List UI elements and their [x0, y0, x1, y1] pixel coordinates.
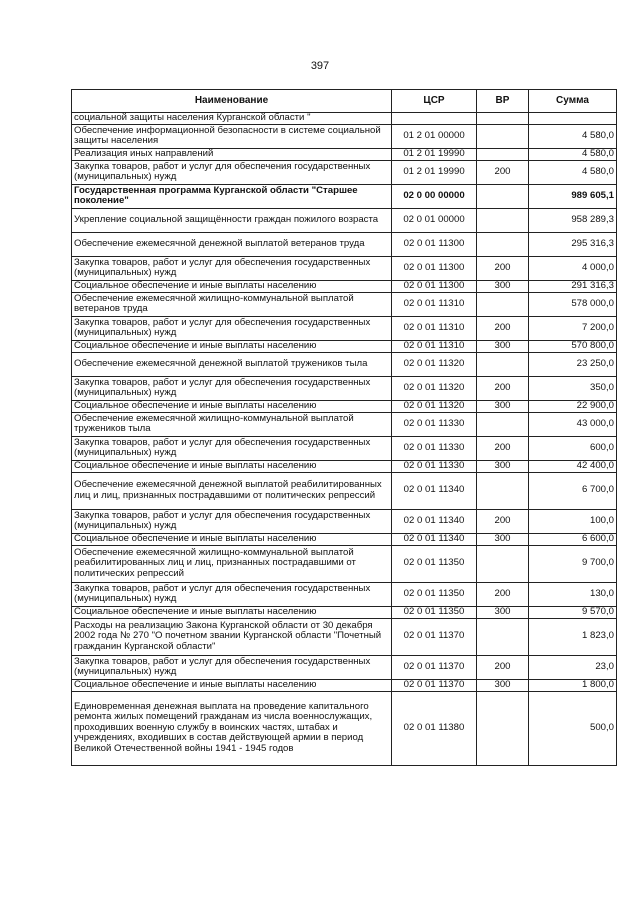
cell-sum: 1 800,0: [529, 679, 617, 691]
cell-csr: 02 0 01 00000: [392, 208, 477, 232]
cell-name: Закупка товаров, работ и услуг для обеспечения государственных (муниципальных) нужд: [72, 582, 392, 606]
cell-sum: 600,0: [529, 436, 617, 460]
cell-sum: 578 000,0: [529, 292, 617, 316]
cell-vr: [477, 113, 529, 125]
header-sum: Сумма: [529, 90, 617, 113]
cell-vr: 300: [477, 340, 529, 352]
table-row: [72, 606, 617, 618]
table-body: [72, 113, 617, 766]
cell-csr: 02 0 01 11330: [392, 412, 477, 436]
cell-csr: 01 2 01 00000: [392, 124, 477, 148]
cell-sum: 100,0: [529, 509, 617, 533]
cell-vr: 200: [477, 509, 529, 533]
cell-vr: [477, 232, 529, 256]
cell-vr: [477, 472, 529, 509]
cell-sum: 989 605,1: [529, 184, 617, 208]
cell-csr: [392, 113, 477, 125]
table-row: [72, 618, 617, 655]
cell-name: Социальное обеспечение и иные выплаты населению: [72, 340, 392, 352]
cell-name: Закупка товаров, работ и услуг для обеспечения государственных (муниципальных) нужд: [72, 655, 392, 679]
cell-vr: 200: [477, 316, 529, 340]
cell-name: социальной защиты населения Курганской области ": [72, 113, 392, 125]
cell-sum: 130,0: [529, 582, 617, 606]
header-vr: ВР: [477, 90, 529, 113]
table-row: [72, 292, 617, 316]
cell-vr: 300: [477, 533, 529, 545]
cell-sum: 23 250,0: [529, 352, 617, 376]
cell-csr: 02 0 01 11340: [392, 533, 477, 545]
cell-name: Обеспечение ежемесячной денежной выплатой ветеранов труда: [72, 232, 392, 256]
cell-name: Социальное обеспечение и иные выплаты населению: [72, 280, 392, 292]
table-row: [72, 256, 617, 280]
cell-name: Государственная программа Курганской области "Старшее поколение": [72, 184, 392, 208]
table-row: [72, 679, 617, 691]
cell-csr: 02 0 01 11340: [392, 509, 477, 533]
cell-sum: 6 600,0: [529, 533, 617, 545]
cell-sum: 291 316,3: [529, 280, 617, 292]
cell-vr: 300: [477, 606, 529, 618]
header-csr: ЦСР: [392, 90, 477, 113]
cell-sum: 4 580,0: [529, 160, 617, 184]
cell-name: Закупка товаров, работ и услуг для обеспечения государственных (муниципальных) нужд: [72, 436, 392, 460]
cell-csr: 02 0 01 11370: [392, 679, 477, 691]
cell-csr: 02 0 01 11310: [392, 340, 477, 352]
cell-name: Закупка товаров, работ и услуг для обеспечения государственных (муниципальных) нужд: [72, 256, 392, 280]
cell-vr: [477, 292, 529, 316]
budget-table: [71, 89, 617, 766]
table-row: [72, 691, 617, 765]
cell-sum: 4 580,0: [529, 124, 617, 148]
table-row: [72, 184, 617, 208]
cell-csr: 02 0 01 11320: [392, 352, 477, 376]
cell-name: Социальное обеспечение и иные выплаты населению: [72, 606, 392, 618]
cell-vr: 300: [477, 280, 529, 292]
cell-vr: 200: [477, 582, 529, 606]
cell-csr: 02 0 01 11340: [392, 472, 477, 509]
cell-vr: [477, 618, 529, 655]
cell-vr: 300: [477, 679, 529, 691]
cell-name: Социальное обеспечение и иные выплаты населению: [72, 679, 392, 691]
table-row: [72, 472, 617, 509]
cell-csr: 01 2 01 19990: [392, 148, 477, 160]
cell-name: Реализация иных направлений: [72, 148, 392, 160]
cell-vr: [477, 352, 529, 376]
cell-name: Закупка товаров, работ и услуг для обеспечения государственных (муниципальных) нужд: [72, 316, 392, 340]
cell-csr: 02 0 01 11370: [392, 655, 477, 679]
cell-sum: 22 900,0: [529, 400, 617, 412]
page-number: 397: [310, 60, 330, 72]
table-row: [72, 340, 617, 352]
cell-vr: 200: [477, 376, 529, 400]
cell-csr: 01 2 01 19990: [392, 160, 477, 184]
cell-sum: 4 000,0: [529, 256, 617, 280]
cell-csr: 02 0 01 11350: [392, 545, 477, 582]
table-row: [72, 124, 617, 148]
cell-csr: 02 0 01 11300: [392, 256, 477, 280]
cell-vr: [477, 124, 529, 148]
cell-csr: 02 0 01 11310: [392, 316, 477, 340]
cell-csr: 02 0 01 11370: [392, 618, 477, 655]
cell-vr: 200: [477, 160, 529, 184]
cell-sum: [529, 113, 617, 125]
cell-csr: 02 0 01 11330: [392, 460, 477, 472]
cell-name: Обеспечение ежемесячной жилищно-коммунальной выплатой реабилитированных лиц и лиц, признанных пострадавшими от политических репрессий: [72, 545, 392, 582]
cell-sum: 1 823,0: [529, 618, 617, 655]
cell-sum: 9 570,0: [529, 606, 617, 618]
cell-name: Социальное обеспечение и иные выплаты населению: [72, 460, 392, 472]
table-row: [72, 316, 617, 340]
table-row: [72, 460, 617, 472]
table-row: [72, 509, 617, 533]
cell-name: Расходы на реализацию Закона Курганской области от 30 декабря 2002 года № 270 "О почетном звании Курганской области "Почетный гражданин Курганской области": [72, 618, 392, 655]
table-row: [72, 148, 617, 160]
cell-csr: 02 0 01 11300: [392, 280, 477, 292]
table-header-row: [72, 90, 617, 113]
cell-name: Социальное обеспечение и иные выплаты населению: [72, 533, 392, 545]
cell-sum: 958 289,3: [529, 208, 617, 232]
table-row: [72, 400, 617, 412]
table-row: [72, 436, 617, 460]
cell-sum: 9 700,0: [529, 545, 617, 582]
cell-name: Закупка товаров, работ и услуг для обеспечения государственных (муниципальных) нужд: [72, 376, 392, 400]
cell-name: Социальное обеспечение и иные выплаты населению: [72, 400, 392, 412]
cell-vr: [477, 184, 529, 208]
cell-vr: [477, 691, 529, 765]
cell-csr: 02 0 01 11350: [392, 606, 477, 618]
cell-csr: 02 0 01 11330: [392, 436, 477, 460]
cell-vr: [477, 412, 529, 436]
cell-vr: [477, 545, 529, 582]
table-row: [72, 208, 617, 232]
cell-csr: 02 0 01 11380: [392, 691, 477, 765]
table-row: [72, 582, 617, 606]
table-row: [72, 232, 617, 256]
header-name: Наименование: [72, 90, 392, 113]
table-row: [72, 352, 617, 376]
cell-sum: 570 800,0: [529, 340, 617, 352]
table-row: [72, 412, 617, 436]
cell-csr: 02 0 00 00000: [392, 184, 477, 208]
cell-sum: 295 316,3: [529, 232, 617, 256]
table-row: [72, 545, 617, 582]
cell-csr: 02 0 01 11350: [392, 582, 477, 606]
table-row: [72, 113, 617, 125]
cell-sum: 23,0: [529, 655, 617, 679]
cell-name: Обеспечение информационной безопасности в системе социальной защиты населения: [72, 124, 392, 148]
cell-sum: 7 200,0: [529, 316, 617, 340]
cell-sum: 43 000,0: [529, 412, 617, 436]
cell-name: Закупка товаров, работ и услуг для обеспечения государственных (муниципальных) нужд: [72, 160, 392, 184]
cell-sum: 6 700,0: [529, 472, 617, 509]
cell-vr: [477, 148, 529, 160]
table-row: [72, 655, 617, 679]
cell-sum: 350,0: [529, 376, 617, 400]
cell-vr: [477, 208, 529, 232]
cell-csr: 02 0 01 11320: [392, 376, 477, 400]
cell-vr: 300: [477, 460, 529, 472]
cell-sum: 4 580,0: [529, 148, 617, 160]
cell-vr: 300: [477, 400, 529, 412]
table-row: [72, 280, 617, 292]
cell-sum: 500,0: [529, 691, 617, 765]
cell-name: Обеспечение ежемесячной жилищно-коммунальной выплатой ветеранов труда: [72, 292, 392, 316]
cell-name: Обеспечение ежемесячной денежной выплатой реабилитированных лиц и лиц, признанных пострадавшими от политических репрессий: [72, 472, 392, 509]
table-row: [72, 376, 617, 400]
cell-name: Единовременная денежная выплата на проведение капитального ремонта жилых помещений гражданам из числа военнослужащих, проходивших военную службу в воинских частях, штабах и учреждениях, входивших в состав действующей армии в период Великой Отечественной войны 1941 - 1945 годов: [72, 691, 392, 765]
cell-csr: 02 0 01 11320: [392, 400, 477, 412]
table-row: [72, 533, 617, 545]
cell-name: Обеспечение ежемесячной жилищно-коммунальной выплатой тружеников тыла: [72, 412, 392, 436]
cell-vr: 200: [477, 256, 529, 280]
cell-name: Закупка товаров, работ и услуг для обеспечения государственных (муниципальных) нужд: [72, 509, 392, 533]
cell-name: Обеспечение ежемесячной денежной выплатой тружеников тыла: [72, 352, 392, 376]
cell-csr: 02 0 01 11310: [392, 292, 477, 316]
table-row: [72, 160, 617, 184]
cell-sum: 42 400,0: [529, 460, 617, 472]
cell-vr: 200: [477, 655, 529, 679]
cell-vr: 200: [477, 436, 529, 460]
cell-csr: 02 0 01 11300: [392, 232, 477, 256]
cell-name: Укрепление социальной защищённости граждан пожилого возраста: [72, 208, 392, 232]
